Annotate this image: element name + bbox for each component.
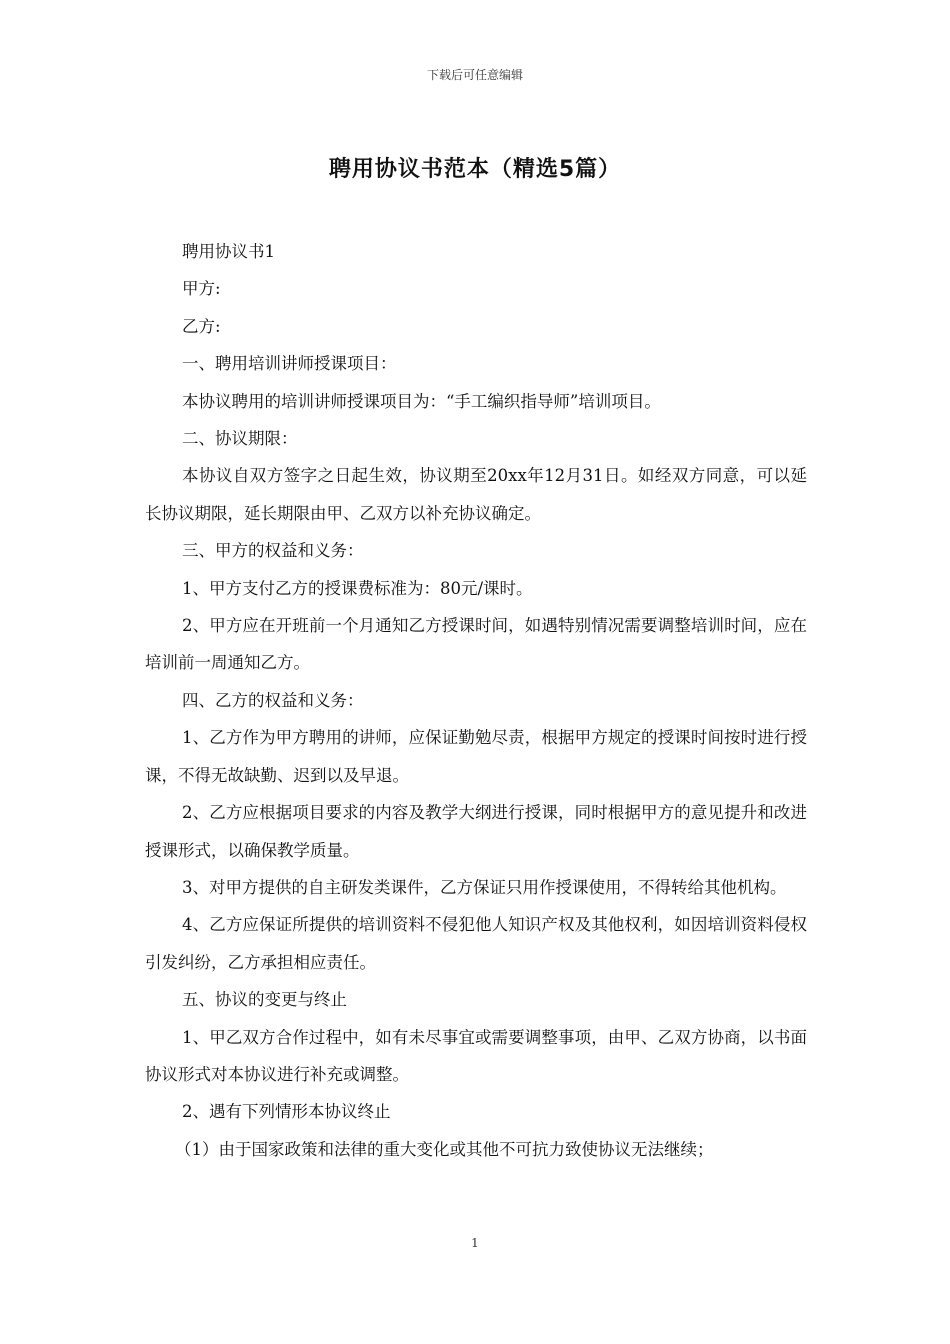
document-title: 聘用协议书范本（精选5篇） [328, 157, 622, 182]
paragraph: 2、乙方应根据项目要求的内容及教学大纲进行授课，同时根据甲方的意见提升和改进授课形式，以确保教学质量。 [145, 803, 807, 860]
paragraph: 2、遇有下列情形本协议终止 [182, 1102, 391, 1122]
paragraph: 2、甲方应在开班前一个月通知乙方授课时间，如遇特别情况需要调整培训时间，应在培训前一周通知乙方。 [145, 616, 807, 673]
page-number: 1 [471, 1236, 479, 1250]
paragraph: 1、甲乙双方合作过程中，如有未尽事宜或需要调整事项，由甲、乙双方协商，以书面协议形式对本协议进行补充或调整。 [145, 1027, 807, 1084]
paragraph: 本协议聘用的培训讲师授课项目为：“手工编织指导师”培训项目。 [182, 391, 661, 411]
paragraph: 本协议自双方签字之日起生效，协议期至20xx年12月31日。如经双方同意，可以延长协议期限，延长期限由甲、乙双方以补充协议确定。 [145, 466, 807, 523]
paragraph: 4、乙方应保证所提供的培训资料不侵犯他人知识产权及其他权利，如因培训资料侵权引发纠纷，乙方承担相应责任。 [145, 915, 807, 972]
party-a-field: 甲方: [182, 279, 221, 299]
page-header-note: 下载后可任意编辑 [426, 68, 523, 82]
section-heading: 聘用协议书1 [182, 242, 275, 261]
document-body [145, 233, 807, 1168]
clause-heading: 二、协议期限： [182, 429, 298, 449]
paragraph: 1、乙方作为甲方聘用的讲师，应保证勤勉尽责，根据甲方规定的授课时间按时进行授课，不得无故缺勤、迟到以及早退。 [145, 728, 807, 785]
paragraph: 3、对甲方提供的自主研发类课件，乙方保证只用作授课使用，不得转给其他机构。 [182, 877, 787, 897]
clause-heading: 四、乙方的权益和义务： [182, 690, 364, 710]
clause-heading: 三、甲方的权益和义务： [182, 541, 364, 561]
clause-heading: 一、聘用培训讲师授课项目： [182, 354, 397, 374]
paragraph: （1）由于国家政策和法律的重大变化或其他不可抗力致使协议无法继续； [175, 1139, 714, 1159]
party-b-field: 乙方: [182, 316, 221, 336]
paragraph: 1、甲方支付乙方的授课费标准为：80元/课时。 [182, 578, 533, 598]
clause-heading: 五、协议的变更与终止 [182, 990, 347, 1010]
